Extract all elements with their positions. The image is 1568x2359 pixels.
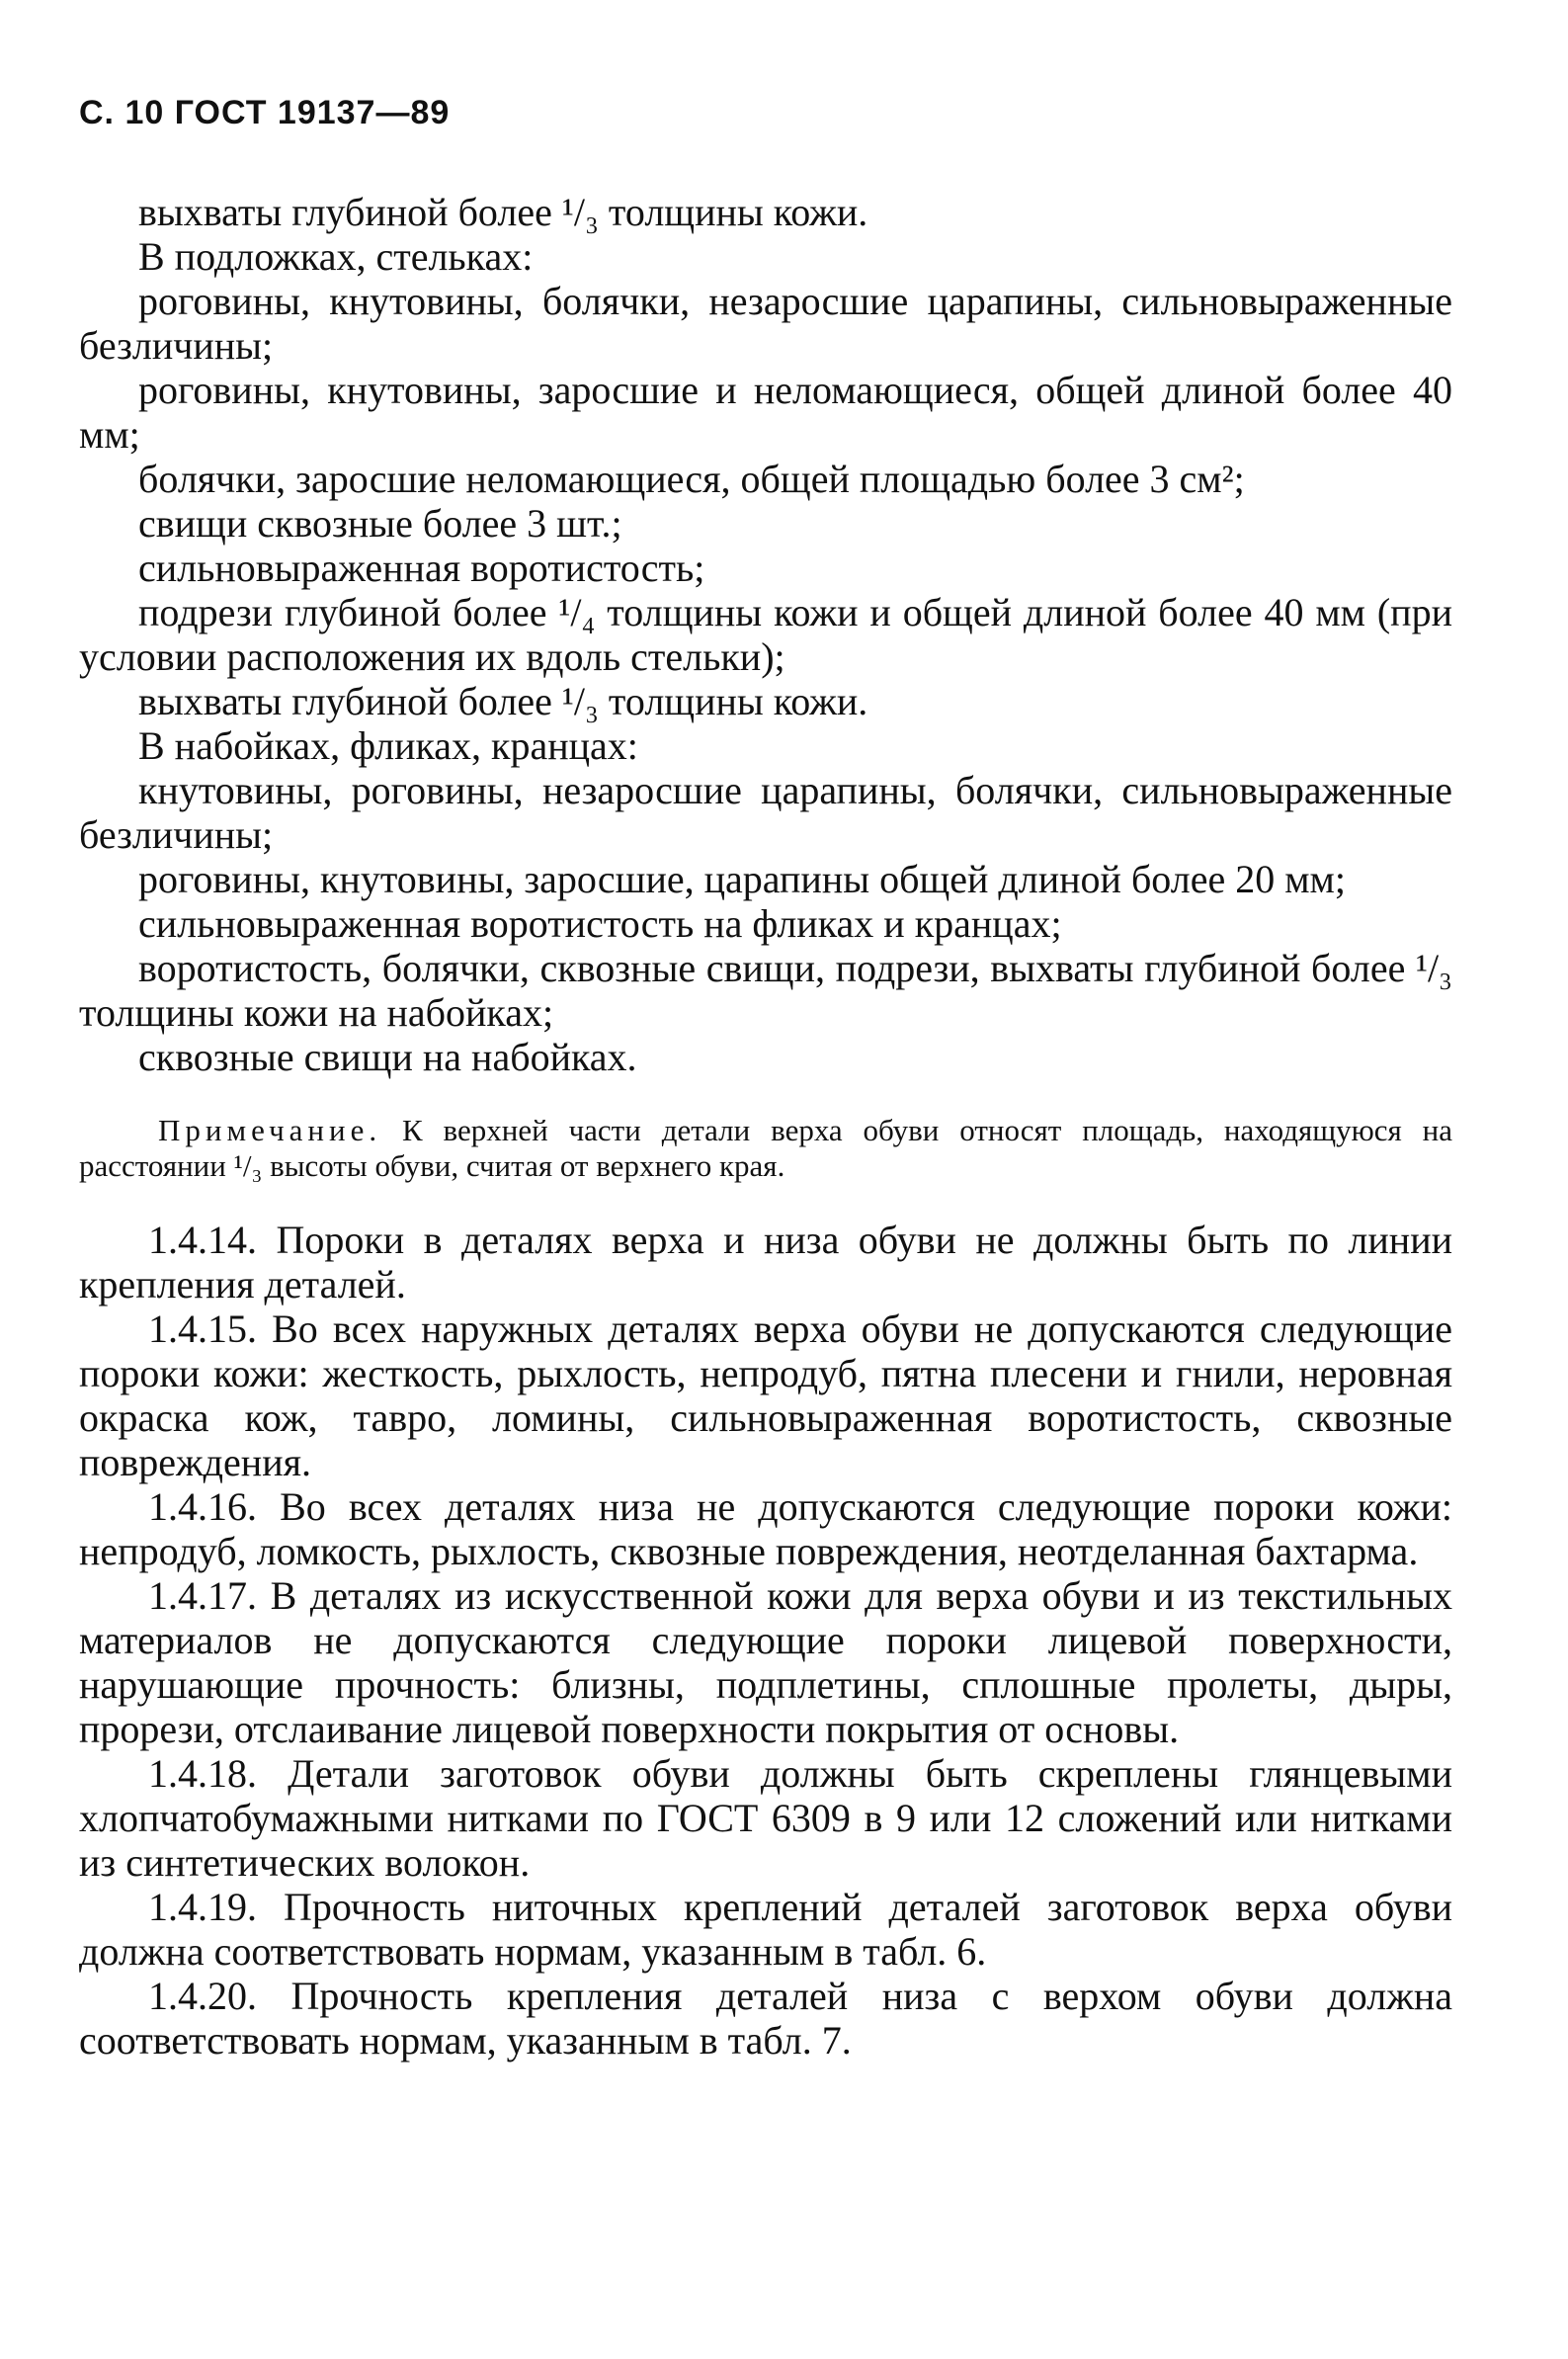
clause-text: Прочность ниточных креплений деталей заготовок верха обуви должна соответствовать нормам, указанным в табл. 6. (79, 1885, 1452, 1974)
clause-text: Детали заготовок обуви должны быть скреплены глянцевыми хлопчатобумажными нитками по ГОСТ 6309 в 9 или 12 сложений или нитками из синтетических волокон. (79, 1751, 1453, 1885)
clause-number: 1.4.20. (148, 1974, 257, 2018)
list-item: роговины, кнутовины, заросшие и неломающиеся, общей длиной более 40 мм; (79, 368, 1452, 457)
list-item: выхваты глубиной более ¹/₃ толщины кожи. (138, 679, 868, 723)
list-item: воротистость, болячки, сквозные свищи, подрези, выхваты глубиной более ¹/₃ толщины кожи на набойках; (79, 946, 1452, 1035)
list-item: подрези глубиной более ¹/₄ толщины кожи и общей длиной более 40 мм (при условии расположения их вдоль стельки); (79, 590, 1452, 679)
clause-number: 1.4.15. (148, 1306, 257, 1351)
note-label: Примечание. (158, 1113, 382, 1147)
clause-number: 1.4.17. (148, 1573, 257, 1618)
clause-text: В деталях из искусственной кожи для верха обуви и из текстильных материалов не допускаются следующие пороки лицевой поверхности, нарушающие прочность: близны, подплетины, сплошные пролеты, дыры, прорези, отслаивание лицевой поверхности покрытия от основы. (79, 1573, 1453, 1751)
list-item: сильновыраженная воротистость; (138, 546, 705, 590)
clause-1-4-16 (79, 1484, 1452, 1573)
list-item: свищи сквозные более 3 шт.; (138, 501, 622, 546)
clause-1-4-19 (79, 1885, 1452, 1974)
list-item: болячки, заросшие неломающиеся, общей площадью более 3 см²; (138, 457, 1245, 501)
note-text: К верхней части детали верха обуви относят площадь, находящуюся на расстоянии ¹/₃ высоты обуви, считая от верхнего края. (79, 1113, 1452, 1183)
clause-text: Во всех наружных деталях верха обуви не допускаются следующие пороки кожи: жесткость, рыхлость, непродуб, пятна плесени и гнили, неровная окраска кож, тавро, ломины, сильновыраженная воротистость, сквозные повреждения. (79, 1306, 1453, 1484)
clause-text: Прочность крепления деталей низа с верхом обуви должна соответствовать нормам, указанным в табл. 7. (79, 1974, 1452, 2063)
clause-text: Во всех деталях низа не допускаются следующие пороки кожи: непродуб, ломкость, рыхлость, сквозные повреждения, неотделанная бахтарма. (79, 1484, 1453, 1573)
clause-1-4-18 (79, 1751, 1452, 1885)
document-page (79, 94, 1452, 2063)
list-item: выхваты глубиной более ¹/₃ толщины кожи. (138, 190, 868, 234)
clause-number: 1.4.16. (148, 1484, 257, 1529)
clause-number: 1.4.14. (148, 1218, 257, 1262)
clause-1-4-20 (79, 1974, 1452, 2063)
clause-1-4-17 (79, 1573, 1452, 1751)
clause-text: Пороки в деталях верха и низа обуви не должны быть по линии крепления деталей. (79, 1218, 1453, 1306)
page-header: С. 10 ГОСТ 19137—89 (79, 94, 451, 131)
note-block (79, 1113, 1452, 1184)
clause-number: 1.4.18. (148, 1751, 257, 1796)
subheading-heels: В набойках, фликах, кранцах: (138, 723, 638, 768)
clause-number: 1.4.19. (148, 1885, 257, 1929)
list-item: кнутовины, роговины, незаросшие царапины, болячки, сильновыраженные безличины; (79, 768, 1452, 857)
list-item: роговины, кнутовины, заросшие, царапины общей длиной более 20 мм; (138, 857, 1346, 901)
clause-1-4-15 (79, 1306, 1452, 1484)
list-item: сильновыраженная воротистость на фликах и кранцах; (138, 901, 1062, 946)
subheading-insoles: В подложках, стельках: (138, 234, 534, 279)
clause-1-4-14 (79, 1218, 1452, 1306)
list-item: сквозные свищи на набойках. (138, 1035, 637, 1079)
list-item: роговины, кнутовины, болячки, незаросшие царапины, сильновыраженные безличины; (79, 279, 1452, 368)
